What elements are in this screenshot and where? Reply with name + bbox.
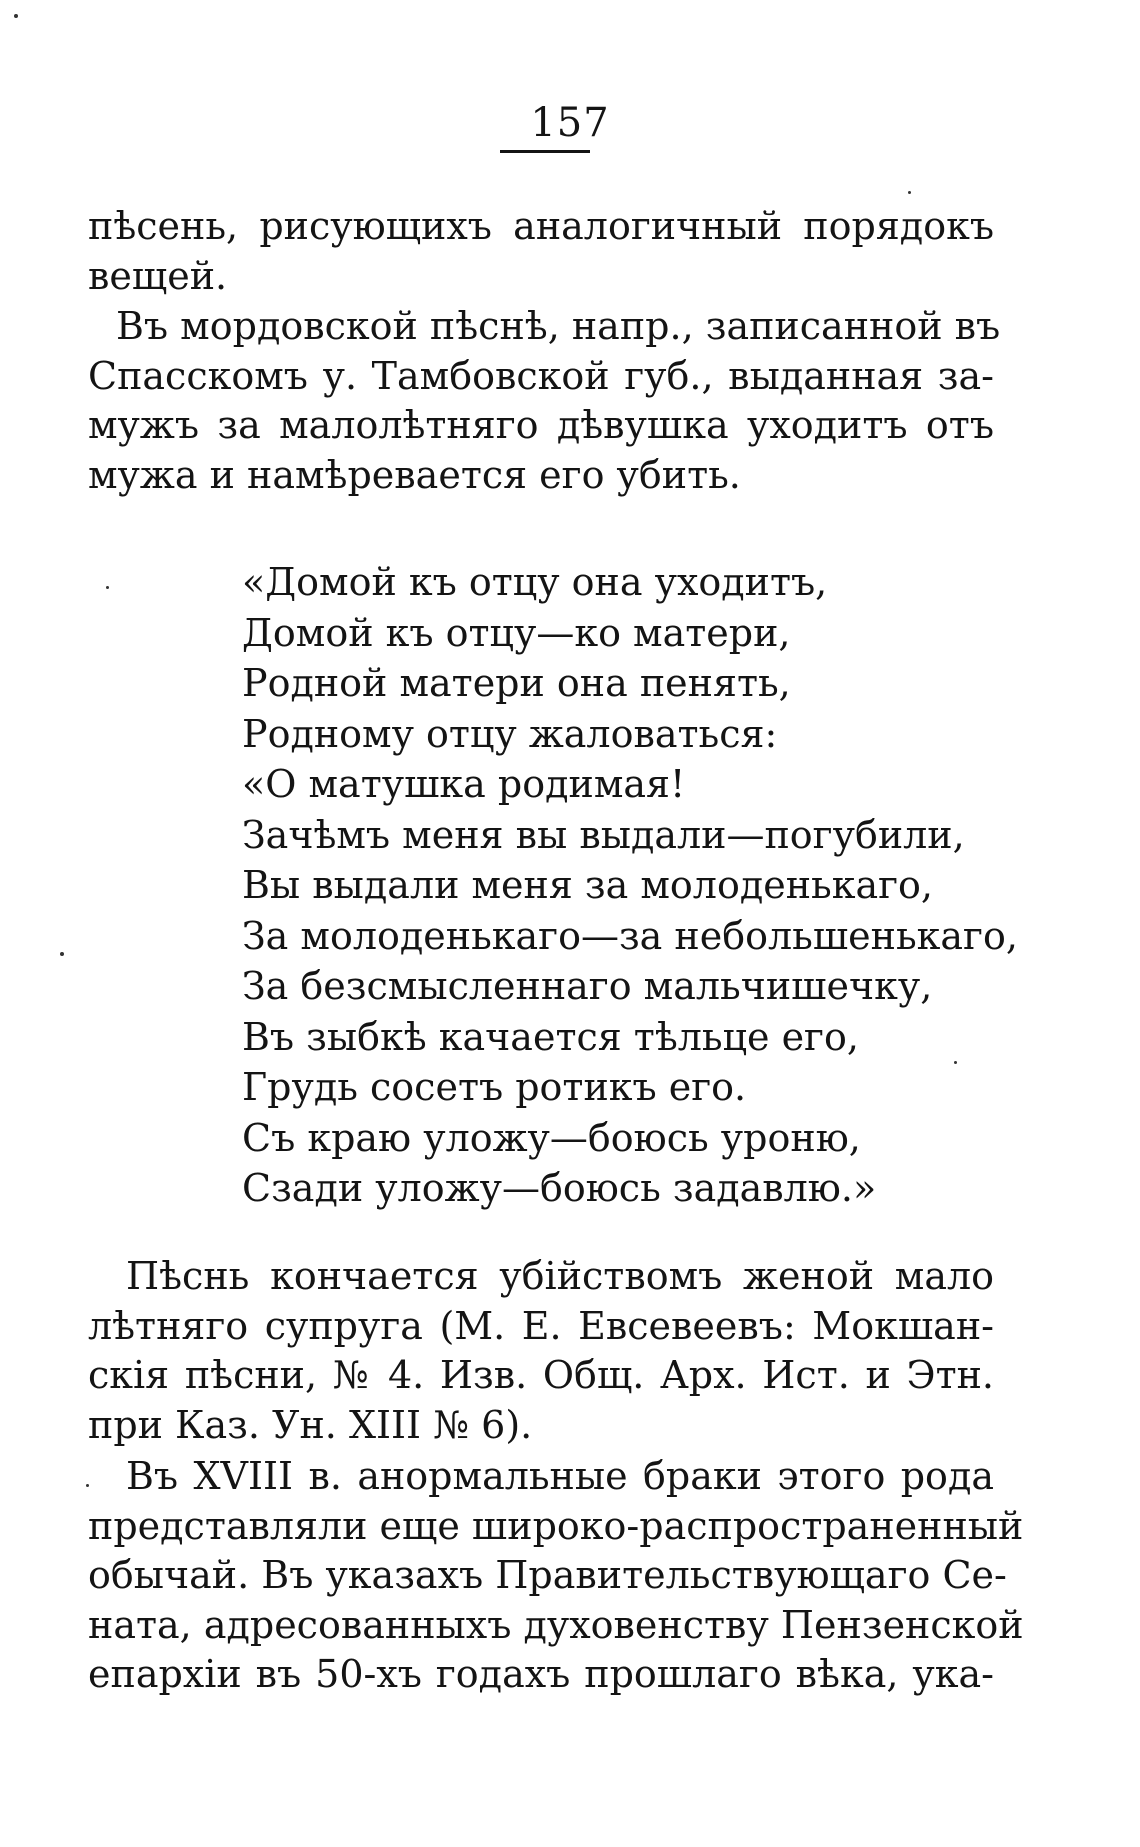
paragraph-3 bbox=[88, 1252, 994, 1450]
poem-verse: «О матушка родимая! bbox=[242, 762, 686, 806]
paragraph-1-line: пѣсень, рисующихъ аналогичный порядокъ bbox=[88, 204, 994, 248]
paragraph-4-line: обычай. Въ указахъ Правительствующаго Се- bbox=[88, 1553, 1007, 1598]
poem-verse: Родной матери она пенять, bbox=[242, 661, 791, 705]
poem-verse: За молоденькаго—за небольшенькаго, bbox=[242, 913, 1018, 958]
paragraph-3-line: Пѣснь кончается убійствомъ женой мало bbox=[126, 1254, 994, 1298]
paragraph-4 bbox=[88, 1452, 1024, 1700]
scan-speck bbox=[14, 14, 18, 18]
paragraph-2-line: Спасскомъ у. Тамбовской губ., выданная за- bbox=[88, 353, 994, 398]
paragraph-1 bbox=[88, 202, 994, 301]
paragraph-2-line: мужа и намѣревается его убить. bbox=[88, 452, 741, 497]
paragraph-2-line: Въ мордовской пѣснѣ, напр., записанной въ bbox=[116, 304, 1001, 348]
paragraph-1-line: вещей. bbox=[88, 253, 228, 298]
page-number-underline bbox=[500, 150, 590, 153]
poem-verse: Домой къ отцу—ко матери, bbox=[242, 610, 791, 655]
poem-verse: Вы выдали меня за молоденькаго, bbox=[242, 863, 933, 907]
poem-verse: Родному отцу жаловаться: bbox=[242, 711, 778, 756]
paragraph-4-line: епархіи въ 50-хъ годахъ прошлаго вѣка, ука- bbox=[88, 1652, 994, 1697]
scan-speck bbox=[106, 586, 109, 589]
poem-verse: За безсмысленнаго мальчишечку, bbox=[242, 964, 933, 1008]
poem-quotation bbox=[242, 557, 1018, 1214]
paragraph-4-line: ната, адресованныхъ духовенству Пензенской bbox=[88, 1602, 1024, 1647]
poem-verse: Въ зыбкѣ качается тѣльце его, bbox=[242, 1014, 859, 1059]
scan-speck bbox=[908, 191, 911, 194]
poem-verse: «Домой къ отцу она уходитъ, bbox=[242, 560, 828, 604]
poem-verse: Сзади уложу—боюсь задавлю.» bbox=[242, 1166, 877, 1210]
scan-speck bbox=[86, 1484, 89, 1487]
paragraph-2 bbox=[88, 302, 1001, 500]
paragraph-2-line: мужъ за малолѣтняго дѣвушка уходитъ отъ bbox=[88, 403, 994, 448]
paragraph-4-line: представляли еще широко-распространенный bbox=[88, 1503, 1024, 1548]
scan-speck bbox=[954, 1061, 957, 1064]
paragraph-3-line: лѣтняго супруга (М. Е. Евсевеевъ: Мокшан- bbox=[88, 1303, 994, 1348]
paragraph-4-line: Въ XVIII в. анормальные браки этого рода bbox=[126, 1454, 994, 1498]
poem-verse: Зачѣмъ меня вы выдали—погубили, bbox=[242, 812, 965, 857]
paragraph-3-line: при Каз. Ун. XIII № 6). bbox=[88, 1402, 533, 1447]
page-number: 157 bbox=[530, 100, 610, 146]
paragraph-3-line: скія пѣсни, № 4. Изв. Общ. Арх. Ист. и Этн. bbox=[88, 1353, 994, 1398]
poem-verse: Грудь сосетъ ротикъ его. bbox=[242, 1065, 747, 1109]
poem-verse: Съ краю уложу—боюсь уроню, bbox=[242, 1115, 861, 1160]
scan-speck bbox=[60, 952, 64, 956]
